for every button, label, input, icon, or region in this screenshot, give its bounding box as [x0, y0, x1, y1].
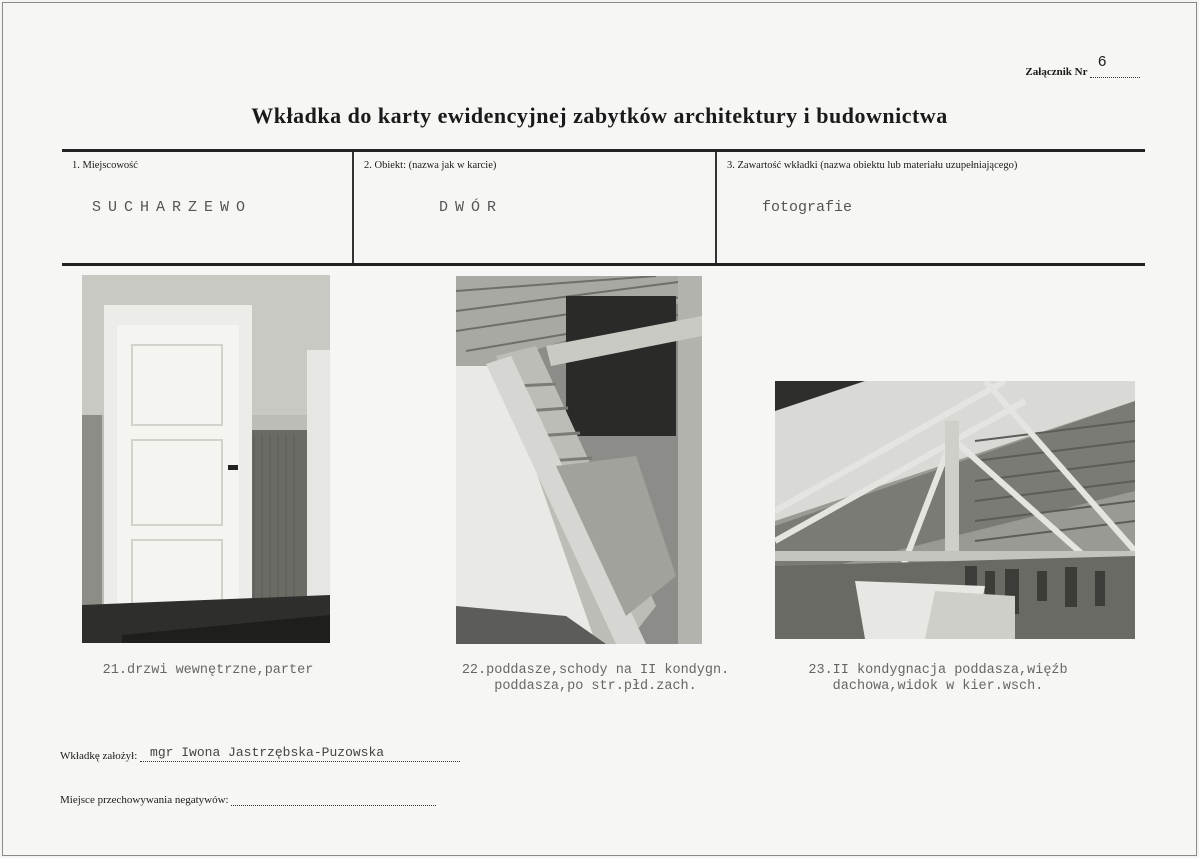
caption-photo-23: 23.II kondygnacja poddasza,więźb dachowa,widok w kier.wsch.	[808, 663, 1068, 694]
caption-photo-21: 21.drzwi wewnętrzne,parter	[102, 663, 314, 678]
record-card	[2, 2, 1197, 856]
field-object-value: DWÓR	[439, 199, 504, 216]
annex-label: Załącznik Nr	[1025, 66, 1088, 78]
annex-number-value: 6	[1098, 53, 1107, 70]
field-object-label: 2. Obiekt: (nazwa jak w karcie)	[364, 160, 497, 171]
field-locality	[62, 152, 354, 263]
author-label: Wkładkę założył:	[60, 750, 138, 762]
author-field	[60, 747, 460, 762]
photo-door	[82, 275, 330, 643]
negatives-field	[60, 791, 436, 806]
field-locality-value: SUCHARZEWO	[92, 199, 253, 216]
page-title: Wkładka do karty ewidencyjnej zabytków architektury i budownictwa	[251, 103, 948, 128]
photo-roof-truss	[775, 381, 1135, 639]
field-object	[354, 152, 717, 263]
author-value: mgr Iwona Jastrzębska-Puzowska	[150, 745, 385, 760]
annex-number	[1025, 53, 1140, 78]
field-contents-label: 3. Zawartość wkładki (nazwa obiektu lub materiału uzupełniającego)	[727, 160, 1018, 171]
field-contents	[717, 152, 1145, 263]
caption-photo-22: 22.poddasze,schody na II kondygn. poddasza,po str.płd.zach.	[461, 663, 730, 694]
negatives-label: Miejsce przechowywania negatywów:	[60, 794, 229, 806]
photo-stairs	[456, 276, 702, 644]
field-contents-value: fotografie	[762, 199, 853, 216]
divider-bottom	[62, 263, 1145, 266]
field-locality-label: 1. Miejscowość	[72, 160, 138, 171]
